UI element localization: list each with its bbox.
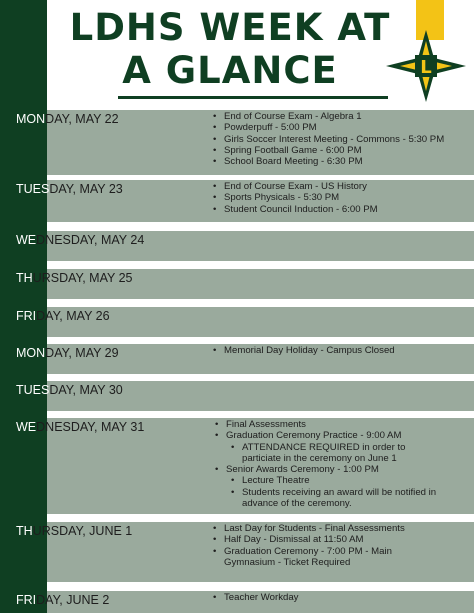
event-item: • Memorial Day Holiday - Campus Closed: [211, 345, 395, 356]
day-label: TUESDAY, MAY 23: [16, 182, 123, 196]
day-label: WEDNESDAY, MAY 31: [16, 420, 145, 434]
row-band: [47, 307, 474, 337]
event-subitem-continued: particiate in the ceremony on June 1: [242, 452, 397, 464]
day-row-thu-jun-1: [0, 522, 474, 582]
event-list: [211, 523, 405, 568]
day-label: FRIDAY, MAY 26: [16, 309, 110, 323]
event-list: [211, 345, 395, 356]
day-label: MONDAY, MAY 22: [16, 112, 119, 126]
event-item: • Graduation Ceremony - 7:00 PM - Main: [211, 546, 405, 557]
title-line-1: LDHS WEEK AT: [69, 6, 391, 49]
event-item: • Sports Physicals - 5:30 PM: [211, 192, 378, 203]
day-row-thu-may-25: [0, 269, 474, 299]
day-row-wed-may-24: [0, 231, 474, 261]
event-item: • Powderpuff - 5:00 PM: [211, 122, 444, 133]
event-item: • Final Assessments: [213, 419, 436, 430]
event-item: • Graduation Ceremony Practice - 9:00 AM: [213, 430, 436, 441]
event-item: • Girls Soccer Interest Meeting - Commons - 5:30 PM: [211, 134, 444, 145]
day-label: THURSDAY, JUNE 1: [16, 524, 133, 538]
day-row-tue-may-23: [0, 180, 474, 222]
event-item: • End of Course Exam - US History: [211, 181, 378, 192]
event-subitem-continued: advance of the ceremony.: [242, 498, 352, 510]
title-underline: [118, 96, 388, 99]
event-item: • Senior Awards Ceremony - 1:00 PM: [213, 464, 436, 475]
event-subitem: • ATTENDANCE REQUIRED in order to: [213, 442, 436, 453]
event-item-continued: Gymnasium - Ticket Required: [224, 556, 351, 568]
day-label: TUESDAY, MAY 30: [16, 383, 123, 397]
event-item: • Student Council Induction - 6:00 PM: [211, 204, 378, 215]
day-label: MONDAY, MAY 29: [16, 346, 119, 360]
day-label: WEDNESDAY, MAY 24: [16, 233, 145, 247]
event-item: • Spring Football Game - 6:00 PM: [211, 145, 444, 156]
day-row-fri-jun-2: [0, 591, 474, 613]
day-row-tue-may-30: [0, 381, 474, 411]
event-list: [211, 111, 444, 167]
event-item: • Last Day for Students - Final Assessments: [211, 523, 405, 534]
logo-letter: L: [420, 57, 432, 78]
page-title: [48, 6, 412, 92]
event-item: • Teacher Workday: [211, 592, 298, 603]
day-label: FRIDAY, JUNE 2: [16, 593, 110, 607]
event-item: • End of Course Exam - Algebra 1: [211, 111, 444, 122]
event-subitem: • Students receiving an award will be notified in: [213, 487, 436, 498]
event-list: [213, 419, 436, 509]
title-line-2: A GLANCE: [122, 49, 338, 92]
event-list: [211, 181, 378, 215]
event-item: • Half Day - Dismissal at 11:50 AM: [211, 534, 405, 545]
event-list: [211, 592, 298, 603]
day-label: THURSDAY, MAY 25: [16, 271, 133, 285]
event-item: • School Board Meeting - 6:30 PM: [211, 156, 444, 167]
star-logo-icon: [386, 30, 466, 102]
day-row-mon-may-29: [0, 344, 474, 374]
day-row-fri-may-26: [0, 307, 474, 337]
day-row-mon-may-22: [0, 110, 474, 175]
event-subitem: • Lecture Theatre: [213, 475, 436, 486]
day-row-wed-may-31: [0, 418, 474, 514]
